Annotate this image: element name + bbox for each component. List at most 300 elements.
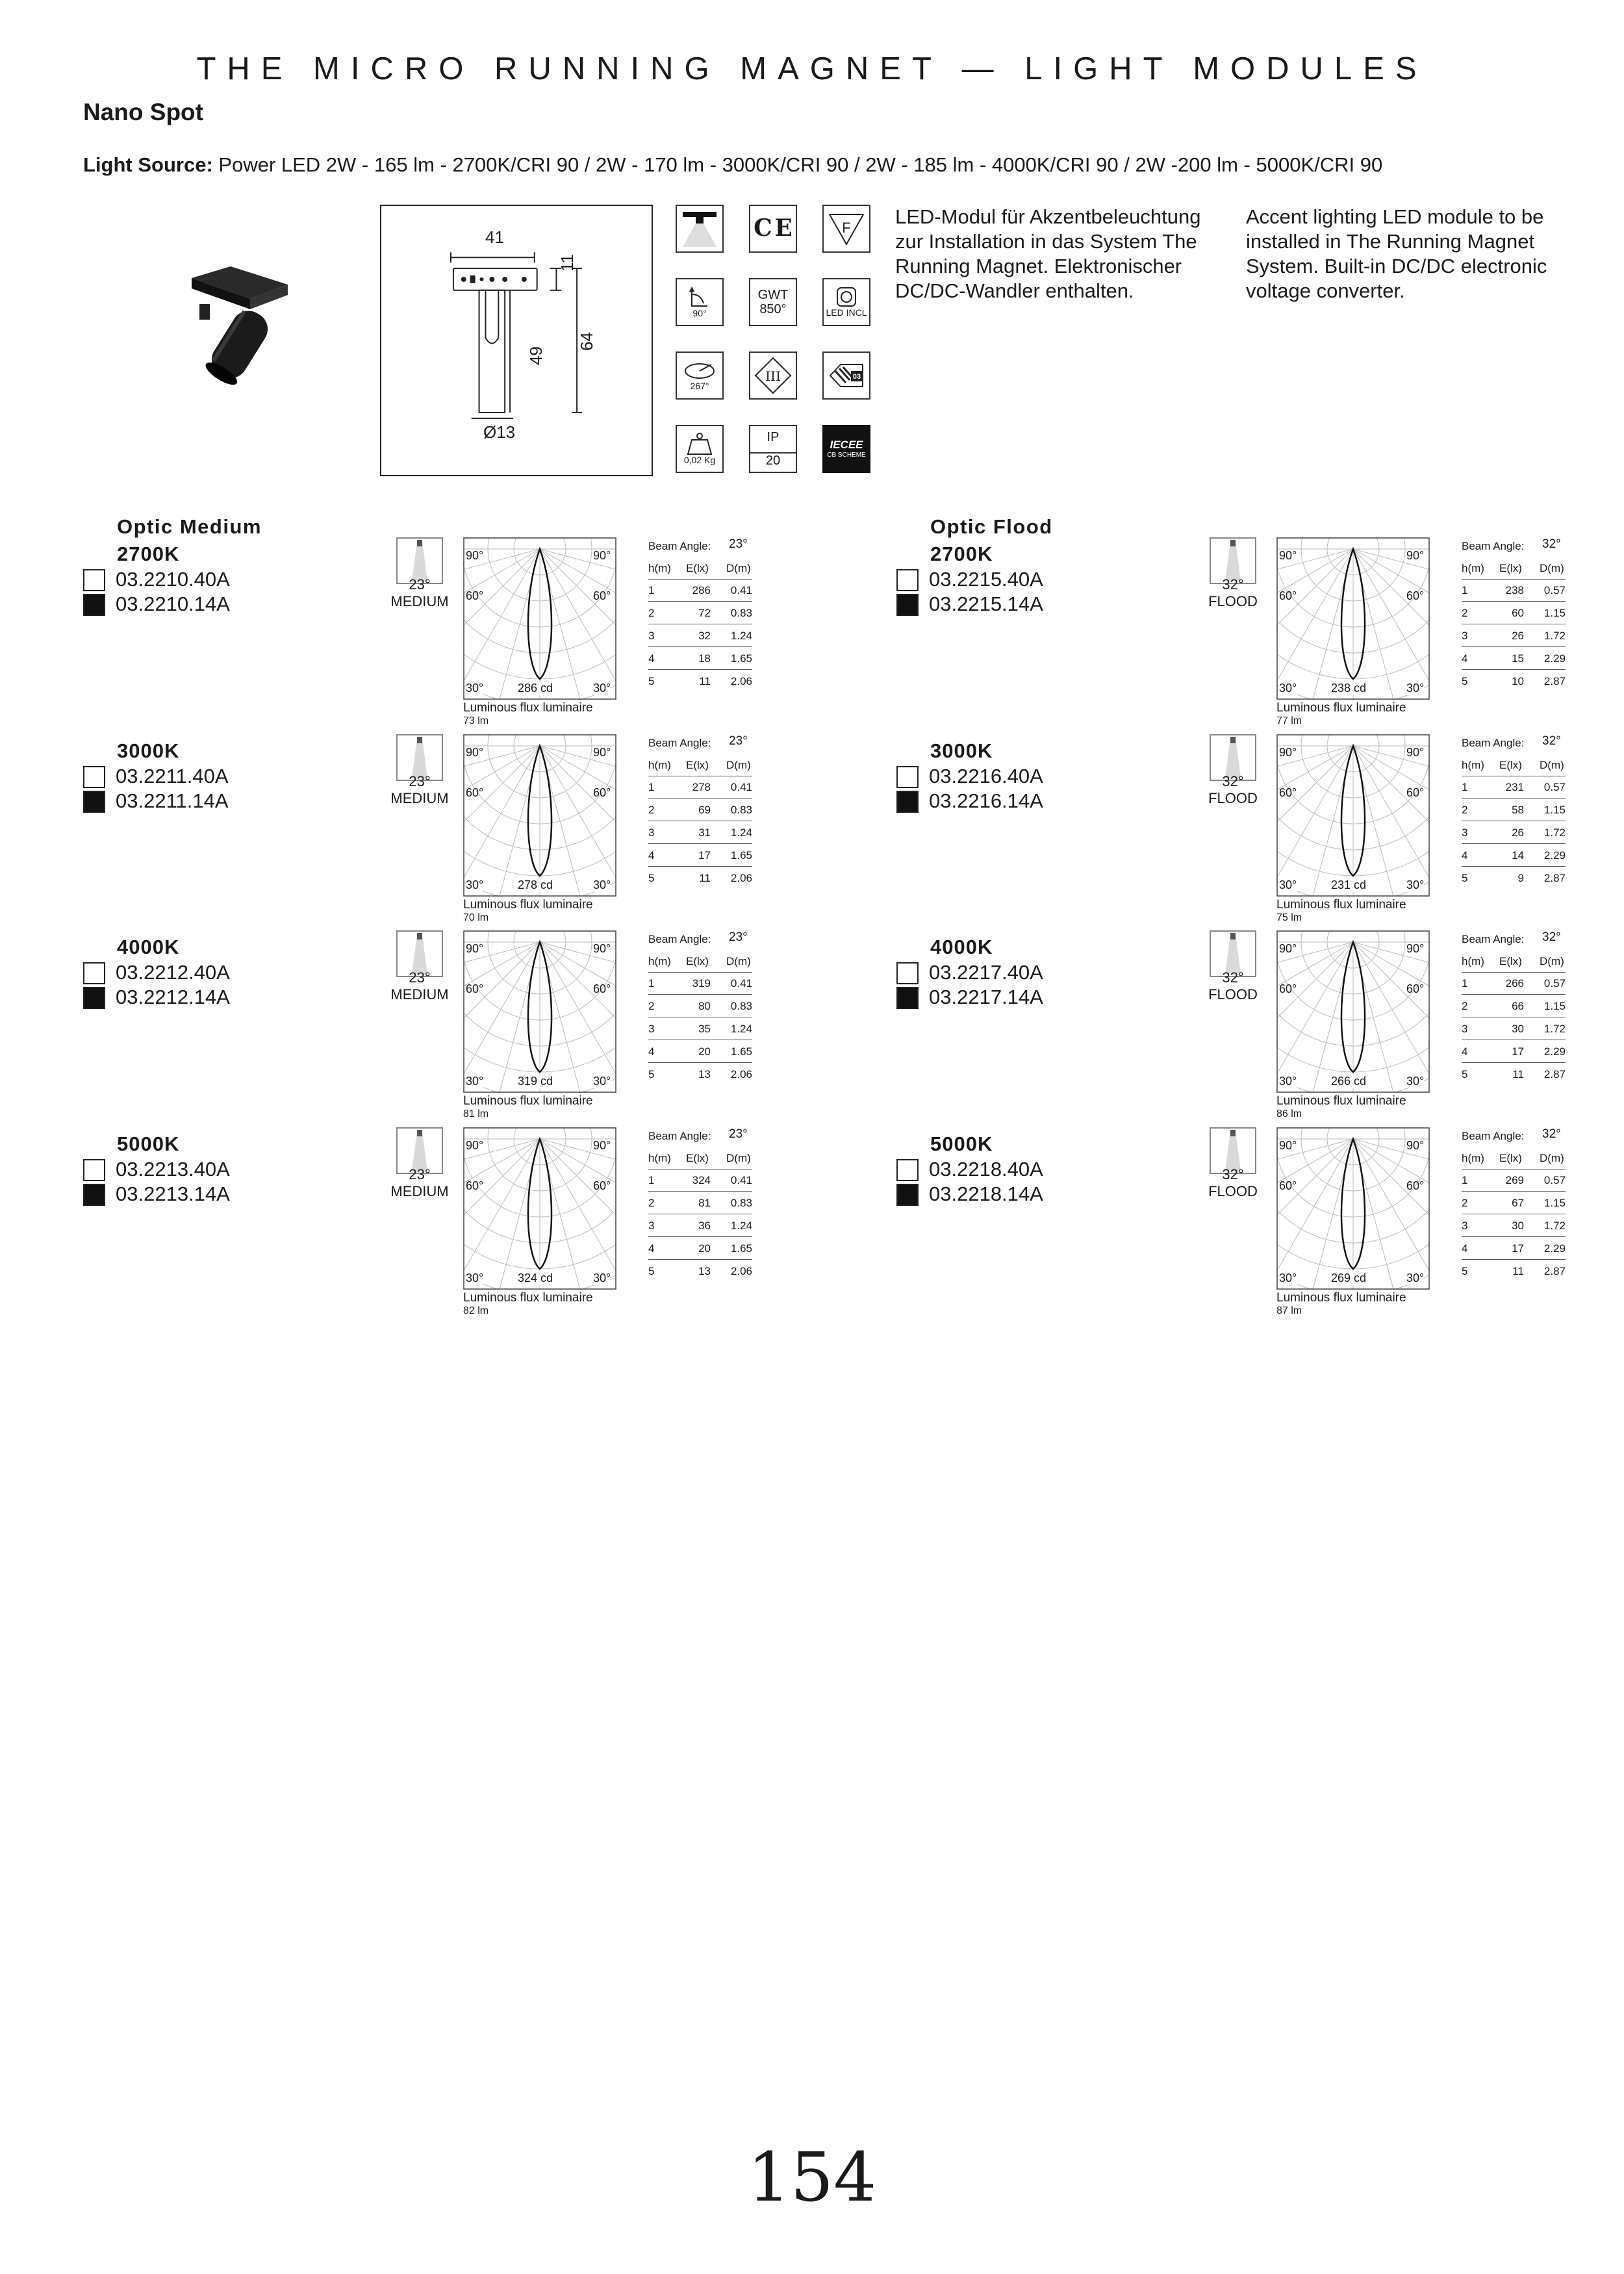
beam-angle-label: Beam Angle: [648,540,711,552]
cell-d: 2.29 [1543,1242,1566,1255]
table-row [1462,626,1566,647]
beam-angle-value: 32° [1542,734,1561,748]
table-row [648,1064,752,1085]
table-row [1462,1193,1566,1214]
cell-d: 2.29 [1543,652,1566,665]
color-swatch-white [83,1159,105,1181]
tilt-angle: 90° [692,308,707,319]
angle-60-right: 60° [593,589,611,602]
page-title: THE MICRO RUNNING MAGNET — LIGHT MODULES [196,51,1428,86]
cell-h: 5 [648,675,655,687]
cell-e: 17 [1512,1045,1524,1058]
cell-d: 2.06 [730,1265,752,1277]
flux-label: Luminous flux luminaire [463,701,593,715]
peak-intensity: 231 cd [1331,878,1367,891]
dimension-body-height: 49 [526,346,546,365]
cell-e: 266 [1505,977,1524,990]
cell-e: 17 [698,849,711,862]
flux-value: 87 lm [1276,1305,1302,1316]
code-black-text: 03.2212.14A [116,986,230,1008]
col-h: h(m) [1462,562,1484,574]
peak-intensity: 286 cd [518,682,553,695]
cell-h: 5 [1462,872,1468,884]
table-row [648,973,752,995]
angle-90-left: 90° [1279,1139,1297,1152]
color-swatch-black [83,987,105,1009]
photometric-table [1462,536,1566,692]
table-row [1462,648,1566,670]
cell-e: 32 [698,630,711,642]
cell-d: 1.15 [1543,804,1566,816]
cell-d: 1.65 [730,849,752,862]
col-d: D(m) [1540,562,1564,574]
col-h: h(m) [1462,759,1484,771]
beam-angle-value: 32° [1542,930,1561,944]
color-swatch-black [896,1184,919,1206]
cell-e: 30 [1512,1023,1524,1035]
beam-type: MEDIUM [390,593,449,609]
table-header [648,951,752,973]
cell-e: 72 [698,607,711,619]
cct-label: 3000K [117,739,180,762]
angle-60-right: 60° [1406,1179,1425,1192]
code-black [83,1182,230,1207]
angle-60-left: 60° [1279,1179,1297,1192]
cell-h: 1 [648,584,655,596]
beam-type: FLOOD [1208,593,1258,609]
angle-30-right: 30° [1406,1075,1425,1088]
cell-h: 5 [1462,675,1468,687]
cell-h: 5 [648,1265,655,1277]
table-row [648,1170,752,1192]
cell-e: 35 [698,1023,711,1035]
col-e: E(lx) [1499,562,1522,574]
beam-angle-value: 23° [729,1127,748,1141]
cell-e: 69 [698,804,711,816]
angle-90-right: 90° [593,1139,611,1152]
table-header [1462,558,1566,580]
gwt-label: GWT [757,288,789,302]
cell-d: 2.06 [730,872,752,884]
angle-30-left: 30° [1279,682,1297,695]
photometric-table [648,1126,752,1282]
flux-label: Luminous flux luminaire [463,1094,593,1108]
angle-90-right: 90° [1406,746,1425,759]
code-black-text: 03.2216.14A [929,789,1043,812]
dimension-diameter: Ø13 [483,422,516,442]
gwt-value: 850° [759,302,787,316]
peak-intensity: 319 cd [518,1075,553,1088]
table-row [648,1041,752,1063]
svg-text:03: 03 [852,373,861,381]
angle-30-left: 30° [1279,1271,1297,1284]
angle-60-left: 60° [466,589,484,602]
angle-60-left: 60° [466,1179,484,1192]
cell-h: 4 [648,849,655,862]
cell-h: 5 [648,1068,655,1080]
cell-e: 11 [699,872,711,884]
class-iii-icon [749,351,797,400]
cell-h: 2 [1462,607,1468,619]
cell-h: 3 [1462,630,1468,642]
code-black-text: 03.2211.14A [116,789,229,812]
cell-h: 1 [648,1174,655,1186]
angle-90-right: 90° [593,549,611,562]
angle-30-right: 30° [1406,1271,1425,1284]
cell-e: 31 [698,826,711,839]
cell-d: 2.06 [730,675,752,687]
cell-d: 1.72 [1543,1220,1566,1232]
table-row [648,868,752,889]
beam-angle-label: Beam Angle: [1462,540,1525,552]
table-row [648,1238,752,1260]
table-row [1462,1216,1566,1237]
flux-label: Luminous flux luminaire [1276,701,1406,715]
product-photo [185,265,294,385]
cell-d: 2.87 [1543,1068,1566,1080]
code-white-text: 03.2218.40A [929,1158,1043,1181]
color-swatch-black [896,791,919,813]
angle-60-left: 60° [466,786,484,799]
beam-type: MEDIUM [390,790,449,806]
col-e: E(lx) [686,1152,709,1164]
table-row [1462,996,1566,1017]
code-white-text: 03.2215.40A [929,568,1043,591]
cell-e: 319 [692,977,711,990]
color-swatch-white [896,569,919,591]
angle-60-left: 60° [1279,982,1297,995]
cell-e: 81 [698,1197,711,1209]
cell-h: 3 [1462,1220,1468,1232]
angle-90-right: 90° [593,746,611,759]
code-black-text: 03.2218.14A [929,1182,1043,1205]
cell-h: 1 [1462,781,1468,793]
rotation-icon [676,351,724,400]
angle-60-left: 60° [1279,589,1297,602]
code-black-text: 03.2215.14A [929,593,1043,615]
cell-e: 286 [692,584,711,596]
angle-30-left: 30° [466,1271,484,1284]
col-e: E(lx) [686,759,709,771]
cell-e: 15 [1512,652,1524,665]
photometric-table [1462,929,1566,1085]
code-black-text: 03.2217.14A [929,986,1043,1008]
cell-d: 1.15 [1543,1197,1566,1209]
iecee-cb-icon [822,425,870,473]
table-row [648,823,752,844]
table-row [1462,973,1566,995]
cell-h: 3 [648,1220,655,1232]
color-swatch-black [83,594,105,616]
table-row [648,845,752,867]
color-swatch-white [896,962,919,984]
cell-d: 1.24 [730,1023,752,1035]
angle-90-left: 90° [466,1139,484,1152]
cell-e: 11 [1512,1265,1524,1277]
col-d: D(m) [1540,955,1564,967]
table-header [648,755,752,776]
beam-angle-value: 23° [729,734,748,748]
col-e: E(lx) [1499,955,1522,967]
product-name: Nano Spot [83,99,203,125]
cell-h: 2 [648,1197,655,1209]
code-white [896,1157,1043,1182]
beam-type: FLOOD [1208,790,1258,806]
angle-60-right: 60° [1406,982,1425,995]
dimension-width: 41 [485,227,504,247]
code-black [896,789,1043,813]
cell-h: 4 [1462,652,1468,665]
dimension-total-height: 64 [577,332,596,351]
beam-angle: 23° [409,576,431,593]
cell-h: 2 [648,1000,655,1012]
light-source-line [83,153,1382,177]
cell-d: 2.87 [1543,872,1566,884]
cell-h: 5 [1462,1265,1468,1277]
angle-60-right: 60° [593,1179,611,1192]
col-d: D(m) [1540,1152,1564,1164]
cell-d: 1.72 [1543,630,1566,642]
col-e: E(lx) [686,562,709,574]
angle-30-left: 30° [466,1075,484,1088]
angle-90-left: 90° [466,549,484,562]
color-swatch-white [83,766,105,788]
flux-value: 73 lm [463,715,489,726]
table-header [1462,951,1566,973]
cell-h: 3 [1462,1023,1468,1035]
color-swatch-black [83,1184,105,1206]
angle-30-right: 30° [593,1075,611,1088]
cell-h: 2 [1462,1197,1468,1209]
code-white-text: 03.2211.40A [116,765,229,787]
cell-d: 1.15 [1543,1000,1566,1012]
photometric-table [648,733,752,889]
cell-e: 58 [1512,804,1524,816]
cell-h: 3 [648,1023,655,1035]
cell-h: 2 [648,607,655,619]
table-header [648,1148,752,1169]
table-row [1462,800,1566,821]
description-de: LED-Modul für Akzentbeleuchtung zur Installation in das System The Running Magnet. Elektronischer DC/DC-Wandler enthalten. [895,205,1201,302]
iecee-label: IECEE [830,439,863,452]
beam-angle: 23° [409,1166,431,1182]
cell-d: 1.24 [730,1220,752,1232]
angle-90-right: 90° [1406,549,1425,562]
cell-h: 1 [1462,584,1468,596]
table-row [1462,580,1566,602]
beam-angle-value: 23° [729,930,748,944]
cct-label: 5000K [930,1132,993,1155]
iecee-sub: CB SCHEME [827,451,866,459]
angle-30-right: 30° [593,878,611,891]
flux-value: 70 lm [463,912,489,923]
cell-d: 1.65 [730,1045,752,1058]
table-row [648,1261,752,1282]
svg-text:III: III [765,368,781,384]
energy-label-icon [822,351,870,400]
cell-d: 0.83 [730,804,752,816]
table-row [1462,1170,1566,1192]
flux-label: Luminous flux luminaire [1276,1094,1406,1108]
beam-angle-value: 32° [1542,1127,1561,1141]
angle-30-left: 30° [466,682,484,695]
angle-90-right: 90° [593,942,611,955]
angle-60-right: 60° [1406,589,1425,602]
cell-h: 4 [648,1242,655,1255]
rotation-angle: 267° [690,381,709,392]
cell-d: 0.57 [1543,781,1566,793]
beam-angle-label: Beam Angle: [648,737,711,749]
cell-d: 0.57 [1543,584,1566,596]
flux-value: 81 lm [463,1108,489,1119]
beam-angle: 23° [409,969,431,986]
code-white-text: 03.2210.40A [116,568,230,591]
flux-value: 82 lm [463,1305,489,1316]
cell-h: 1 [648,781,655,793]
cell-e: 17 [1512,1242,1524,1255]
flux-label: Luminous flux luminaire [463,898,593,912]
cell-h: 4 [1462,1242,1468,1255]
col-d: D(m) [726,1152,751,1164]
dimension-drawing [380,205,653,476]
angle-90-left: 90° [466,942,484,955]
code-black [896,592,1043,617]
cell-e: 26 [1512,826,1524,839]
col-h: h(m) [1462,955,1484,967]
cell-d: 2.87 [1543,1265,1566,1277]
color-swatch-black [83,791,105,813]
cell-e: 36 [698,1220,711,1232]
light-source-text: Power LED 2W - 165 lm - 2700K/CRI 90 / 2W - 170 lm - 3000K/CRI 90 / 2W - 185 lm - 4000K/CRI 90 / 2W -200 lm - 5000K/CRI 90 [218,153,1383,176]
table-row [648,603,752,624]
angle-30-right: 30° [593,1271,611,1284]
table-row [1462,823,1566,844]
cell-d: 0.41 [730,781,752,793]
cell-e: 80 [698,1000,711,1012]
cell-h: 2 [1462,1000,1468,1012]
cell-e: 66 [1512,1000,1524,1012]
code-white-text: 03.2213.40A [116,1158,230,1181]
beam-angle: 23° [409,773,431,789]
col-e: E(lx) [1499,759,1522,771]
cell-h: 5 [1462,1068,1468,1080]
cell-h: 2 [1462,804,1468,816]
beam-angle-label: Beam Angle: [648,933,711,945]
code-black [83,789,229,813]
cell-e: 278 [692,781,711,793]
cell-h: 1 [1462,1174,1468,1186]
table-row [648,800,752,821]
cell-d: 1.15 [1543,607,1566,619]
cct-label: 3000K [930,739,993,762]
col-e: E(lx) [686,955,709,967]
table-row [1462,603,1566,624]
color-swatch-black [896,987,919,1009]
code-white [83,1157,230,1182]
cell-e: 18 [698,652,711,665]
cct-label: 4000K [930,936,993,958]
page-number: 154 [747,2138,877,2217]
table-row [1462,1064,1566,1085]
dimension-head-height: 11 [557,254,577,272]
angle-30-left: 30° [1279,878,1297,891]
cell-d: 1.65 [730,652,752,665]
cell-d: 1.65 [730,1242,752,1255]
beam-type: MEDIUM [390,1183,449,1199]
peak-intensity: 238 cd [1331,682,1367,695]
cell-e: 30 [1512,1220,1524,1232]
col-h: h(m) [1462,1152,1484,1164]
code-white [83,764,229,789]
code-white [896,764,1043,789]
table-row [648,626,752,647]
table-header [1462,1148,1566,1169]
col-h: h(m) [648,759,671,771]
angle-60-left: 60° [1279,786,1297,799]
cct-label: 4000K [117,936,180,958]
cell-h: 3 [1462,826,1468,839]
beam-angle: 32° [1222,773,1244,789]
cell-e: 60 [1512,607,1524,619]
code-white-text: 03.2217.40A [929,961,1043,984]
beam-angle: 32° [1222,576,1244,593]
flux-value: 75 lm [1276,912,1302,923]
led-included-icon [822,278,870,326]
ip-value: 20 [750,452,796,468]
cell-e: 238 [1505,584,1524,596]
flux-label: Luminous flux luminaire [463,1291,593,1305]
table-row [648,671,752,692]
table-row [648,1193,752,1214]
code-black [896,1182,1043,1207]
angle-90-left: 90° [1279,942,1297,955]
cct-label: 5000K [117,1132,180,1155]
beam-type: FLOOD [1208,1183,1258,1199]
code-black [896,985,1043,1010]
table-row [648,1216,752,1237]
angle-30-right: 30° [1406,682,1425,695]
table-row [1462,777,1566,798]
angle-90-left: 90° [1279,549,1297,562]
code-white [896,960,1043,985]
cell-d: 0.83 [730,1000,752,1012]
angle-60-right: 60° [1406,786,1425,799]
code-black-text: 03.2213.14A [116,1182,230,1205]
cell-d: 0.57 [1543,1174,1566,1186]
cell-e: 231 [1505,781,1524,793]
beam-angle: 32° [1222,969,1244,986]
cct-label: 2700K [930,543,993,565]
col-d: D(m) [726,759,751,771]
code-white [83,567,230,592]
light-source-label: Light Source: [83,153,213,176]
photometric-table [1462,733,1566,889]
cell-d: 1.72 [1543,826,1566,839]
beam-angle-label: Beam Angle: [1462,737,1525,749]
col-d: D(m) [726,955,751,967]
ip-rating-icon [749,425,797,473]
beam-angle-label: Beam Angle: [648,1130,711,1142]
cell-e: 13 [698,1068,711,1080]
led-included-label: LED INCL [826,307,867,318]
col-e: E(lx) [1499,1152,1522,1164]
track-icon [676,205,724,253]
color-swatch-white [83,569,105,591]
photometric-table [648,929,752,1085]
tilt-icon [676,278,724,326]
color-swatch-white [83,962,105,984]
optic-title: Optic Flood [930,515,1053,538]
